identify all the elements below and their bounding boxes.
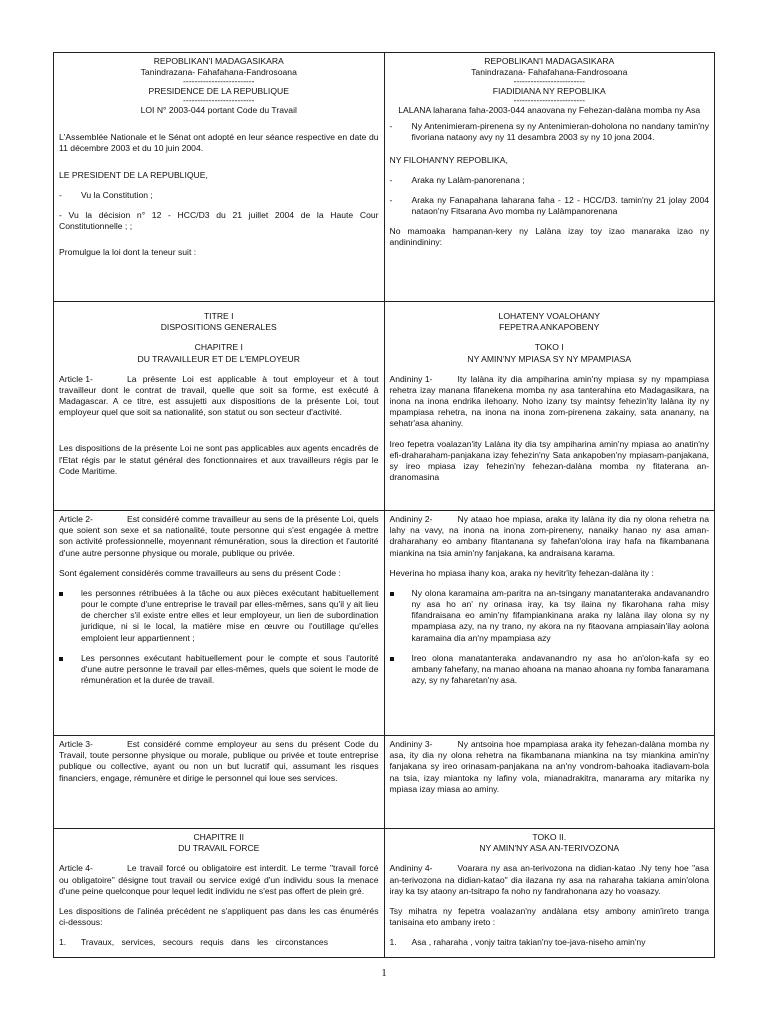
french-column xyxy=(54,302,384,510)
list-item: les personnes rétribuées à la tâche ou aux pièces exécutant habituellement pour le compte d'une entreprise le travail par elles-mêmes, sans qu'il y ait lieu de chercher s'il existe entre elles et leur employeur, un lien de subordination juridique, ni si le local, la matière mise en œuvre ou l'outillage qu'elles emploient leur appartiennent ; xyxy=(59,588,379,644)
list-item: Les personnes exécutant habituellement pour le compte et sous l'autorité d'une autre personne le travail par elles-mêmes, quels que soient le mode de rémunération et la durée de travail. xyxy=(59,653,379,687)
header-row xyxy=(54,52,714,301)
chapter-name: NY AMIN'NY ASA AN-TERIVOZONA xyxy=(479,843,620,854)
article-text: Article 3- Est considéré comme employeur au sens du présent Code du Travail, toute personne physique ou morale, publique ou privée et toute entreprise publique ou collective, ayant ou non un but lucratif qui, assumant les risques financiers, engage, rémunère et dirige le personnel qui loue ses services. xyxy=(59,739,379,783)
article-paragraph: Les dispositions de la présente Loi ne sont pas applicables aux agents encadrés de l'Etat régis par le statut général des fonctionnaires et aux travailleurs régis par le Code Maritime. xyxy=(59,443,379,476)
presidency-title: PRESIDENCE DE LA REPUBLIQUE xyxy=(148,86,289,97)
promulgation-text: No mamoaka hampanan-kery ny Lalàna izay toy izao manaraka izao ny andinindininy: xyxy=(389,226,709,248)
chapter-number: TOKO I xyxy=(534,342,564,353)
malagasy-column xyxy=(384,736,715,828)
bullet-icon xyxy=(390,592,394,596)
article-text: Article 1- La présente Loi est applicable à tout employeur et à tout travailleur dont le contrat de travail, quelle que soit sa forme, est exécuté à Madagascar. A ce titre, est assujetti aux dispositions de la présente Loi, tout employeur quel que soit sa nationalité, son statut ou son secteur d'activité. xyxy=(59,373,379,418)
adoption-paragraph: L'Assemblée Nationale et le Sénat ont adopté en leur séance respective en date du 11 décembre 2003 et du 10 juin 2004. xyxy=(59,132,379,154)
article-paragraph: Ireo fepetra voalazan'ity Lalàna ity dia tsy ampiharina amin'ny mpiasa ao anatin'ny efi-draharaham-panjakana izay fehezin'ny Sata ankapoben'ny mpiasam-panjakana, sy ireo mpiasa izay fehezin'ny fehezan-dalàna momba ny fitaterana an-dranomasina xyxy=(389,438,709,483)
republic-title: REPOBLIKAN'I MADAGASIKARA xyxy=(484,56,615,66)
article-paragraph: Heverina ho mpiasa ihany koa, araka ny hevitr'ity fehezan-dalàna ity : xyxy=(389,567,654,578)
title-name: DISPOSITIONS GENERALES xyxy=(160,322,277,333)
article-label: Andininy 2- xyxy=(389,514,433,524)
separator: ------------------------- xyxy=(513,76,586,87)
article-2-row xyxy=(54,510,714,735)
article-3-row xyxy=(54,735,714,828)
chapter-name: DU TRAVAIL FORCE xyxy=(178,843,260,854)
list-item: 1. Asa , raharaha , vonjy taitra takian'ny toe-java-niseho amin'ny xyxy=(389,937,646,948)
list-item: Ny olona karamaina am-paritra na an-tsingany manatanteraka andavanandro ny asa ho an' ny orinasa iray, ka tsy ilaina ny fikarohana raha misy fifandraisana eo amin'ny fifampiankinana araka ny lalàna ilay olona sy ny mpampiasa azy, na ny trano, ny akora na ny fitaovana ampiasain'ilay aolona karamaina dia an'ny mpampiasa azy xyxy=(390,588,710,644)
french-column xyxy=(54,736,384,828)
recital-item: - Araka ny Fanapahana laharana faha - 12 - HCC/D3. tamin'ny 21 jolay 2004 nataon'ny Fitsarana Avo momba ny Lalàmpanorenana xyxy=(389,194,709,217)
bilingual-document-table xyxy=(53,52,715,958)
title-number: LOHATENY VOALOHANY xyxy=(498,311,600,321)
recital-decision: - Vu la décision n° 12 - HCC/D3 du 21 juillet 2004 de la Haute Cour Constitutionnelle ; ; xyxy=(59,209,379,232)
president-heading: LE PRESIDENT DE LA REPUBLIQUE, xyxy=(59,169,208,180)
malagasy-column xyxy=(384,53,715,301)
list-item: 1. Travaux, services, secours requis dans les circonstances xyxy=(59,937,329,948)
article-text: Andininy 3- Ny antsoina hoe mpampiasa araka ity fehezan-dalàna momba ny asa, ity dia ny olona rehetra na fikambanana miankina na tsy miankina amin'ny fanjakana sy ireo orinasam-panjakana na an'ny vondrom-bahoaka itadiavam-bola na tsia, izay miantoka ny lafiny vola, mianadrakitra, manarama ary mitarika ny mpiasa izay miasa ao aminy. xyxy=(389,739,709,794)
article-label: Article 3- xyxy=(59,739,93,749)
motto: Tanindrazana- Fahafahana-Fandrosoana xyxy=(140,67,297,78)
list-item: Ireo olona manatanteraka andavanandro ny asa ho an'olon-kafa sy eo ambany fahefany, na manao ahoana na manao ahoana ny fomba fanaramana azy, sy ny faharetan'ny asa. xyxy=(390,653,710,687)
bullet-icon xyxy=(59,657,63,661)
recital-item: - Araka ny Lalàm-panorenana ; xyxy=(389,174,525,185)
article-label: Andininy 4- xyxy=(389,863,433,874)
article-label: Andininy 3- xyxy=(389,739,433,749)
promulgation-text: Promulgue la loi dont la teneur suit : xyxy=(59,247,197,258)
article-text: Andininy 1- Ity lalàna ity dia ampiharina amin'ny mpiasa sy ny mpampiasa rehetra izay manana fifanekena momba ny asa tanterahina eto Madagasikara, na inona na inona endrika ilehoany. Noho izany tsy maintsy fehezin'ity lalàna ity ny mpampiasa rehetra, na inona na inona zom-pirenena zakainy, sata ananany, na sehatr'asa ahaniny. xyxy=(389,373,709,429)
french-column xyxy=(54,511,384,735)
separator: ------------------------- xyxy=(182,76,255,87)
president-heading: NY FILOHAN'NY REPOBLIKA, xyxy=(389,154,508,165)
bullet-icon xyxy=(59,592,63,596)
french-column xyxy=(54,53,384,301)
article-text: Andininy 4- Voarara ny asa an-terivozona na didian-katao .Ny teny hoe "asa an-terivozona na didian-katao" dia ilazana ny asa na raharaha takiana amin'olona iray ka tsy ataony an-tsitrapo fa noho ny fandrahonana azy ho voasazy. xyxy=(389,863,709,896)
chapter-number: CHAPITRE I xyxy=(194,342,243,353)
article-text: Article 2- Est considéré comme travailleur au sens de la présente Loi, quels que soient son sexe et sa nationalité, toute personne qui s'est engagée à mettre son activité professionnelle, moyennant rémunération, sous la direction et l'autorité d'une autre personne physique ou morale, publique ou privée. xyxy=(59,514,379,558)
recital-item: - Ny Antenimieram-pirenena sy ny Antenimieran-doholona no nandany tamin'ny fivoriana nataony avy ny 11 desambra 2003 sy ny 10 jona 2004. xyxy=(389,121,709,143)
chapter-number: CHAPITRE II xyxy=(193,832,245,842)
article-4-row xyxy=(54,828,714,958)
malagasy-column xyxy=(384,829,715,957)
separator: ------------------------- xyxy=(182,95,255,106)
separator: ------------------------- xyxy=(513,95,586,106)
law-title: LOI N° 2003-044 portant Code du Travail xyxy=(140,104,297,115)
malagasy-column xyxy=(384,302,715,510)
title-name: FEPETRA ANKAPOBENY xyxy=(499,322,600,333)
bullet-icon xyxy=(390,657,394,661)
chapter-number: TOKO II. xyxy=(532,832,567,842)
article-paragraph: Les dispositions de l'alinéa précédent ne s'appliquent pas dans les cas énumérés ci-dessous: xyxy=(59,905,379,928)
title-number: TITRE I xyxy=(203,311,234,321)
article-label: Article 1- xyxy=(59,373,93,384)
article-paragraph: Tsy mihatra ny fepetra voalazan'ny andàlana etsy ambony amin'ireto tranga tanisaina eto ambany ireto : xyxy=(389,905,709,928)
article-1-row xyxy=(54,301,714,510)
article-label: Article 2- xyxy=(59,514,93,524)
presidency-title: FIADIDIANA NY REPOBLIKA xyxy=(492,86,606,97)
page-number: 1 xyxy=(381,967,387,979)
recital-item: - Vu la Constitution ; xyxy=(59,189,153,200)
article-label: Article 4- xyxy=(59,863,93,874)
republic-title: REPOBLIKAN'I MADAGASIKARA xyxy=(153,56,284,66)
french-column xyxy=(54,829,384,957)
article-paragraph: Sont également considérés comme travailleurs au sens du présent Code : xyxy=(59,567,341,578)
motto: Tanindrazana- Fahafahana-Fandrosoana xyxy=(471,67,628,78)
chapter-name: DU TRAVAILLEUR ET DE L'EMPLOYEUR xyxy=(137,353,300,364)
article-text: Article 4- Le travail forcé ou obligatoire est interdit. Le terme "travail forcé ou obligatoire" désigne tout travail ou service exigé d'un individu sous la menace d'une peine quelconque pour lequel ledit individu ne s'est pas offert de plein gré. xyxy=(59,863,379,896)
malagasy-column xyxy=(384,511,715,735)
article-text: Andininy 2- Ny ataao hoe mpiasa, araka ity lalàna ity dia ny olona rehetra na lahy na vavy, na inona na inona zom-pireneny, nanaiky hanao ny asa aman-draharahany eo ambany fitantanana sy fahefan'olona iray hafa na fikambanana miankina na tsia amin'ny fanjakana, ka andraisana karama. xyxy=(389,514,709,558)
article-label: Andininy 1- xyxy=(389,373,433,384)
chapter-name: NY AMIN'NY MPIASA SY NY MPAMPIASA xyxy=(467,353,632,364)
law-title: LALANA laharana faha-2003-044 anaovana ny Fehezan-dalàna momba ny Asa xyxy=(398,104,701,115)
